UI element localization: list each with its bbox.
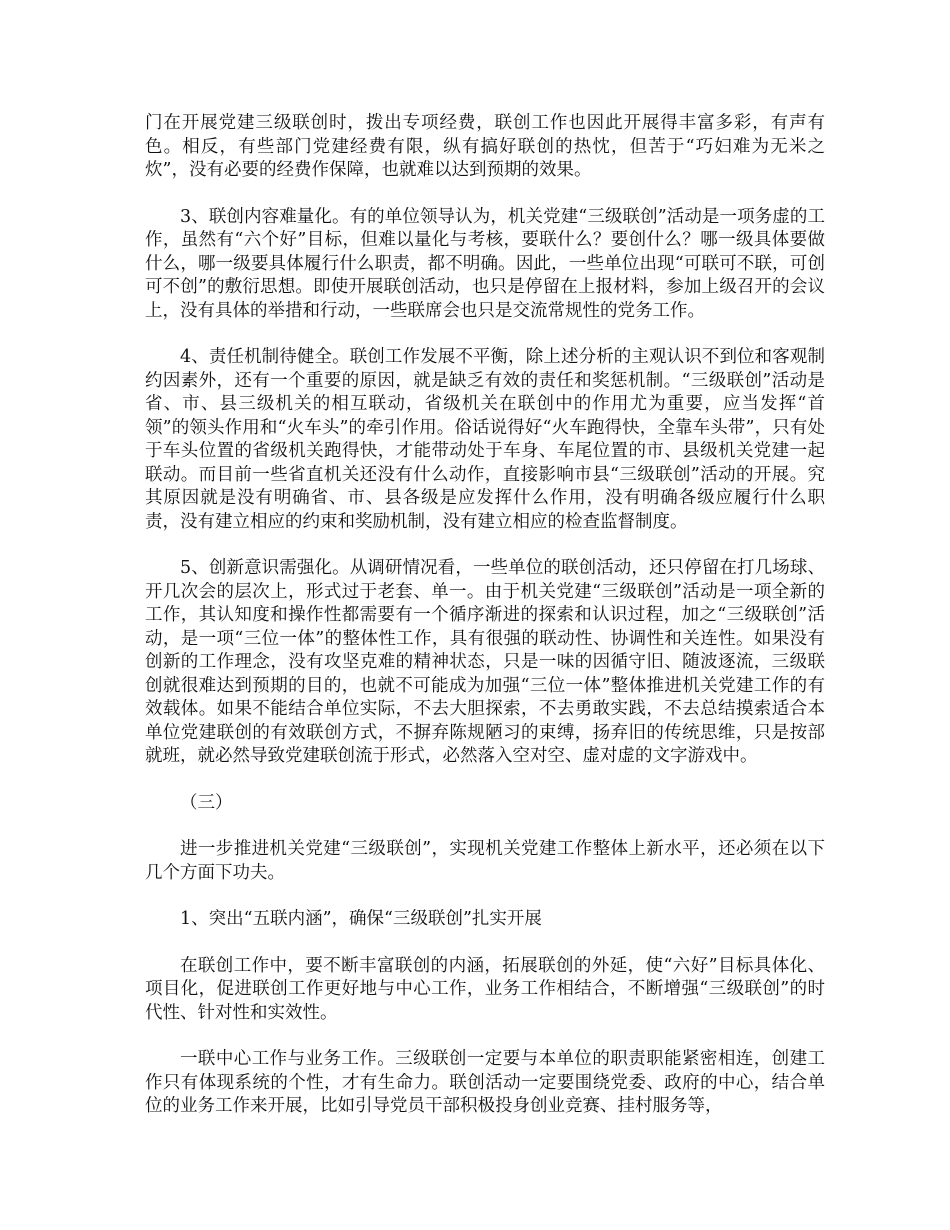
paragraph-item-5: 5、创新意识需强化。从调研情况看，一些单位的联创活动，还只停留在打几场球、开几次会的层次上，形式过于老套、单一。由于机关党建“三级联创”活动是一项全新的工作，其认知度和操作性都需要有一个循序渐进的探索和认识过程，加之“三级联创”活动，是一项“三位一体”的整体性工作，具有很强的联动性、协调性和关连性。如果没有创新的工作理念，没有攻坚克难的精神状态，只是一味的因循守旧、随波逐流，三级联创就很难达到预期的目的，也就不可能成为加强“三位一体”整体推进机关党建工作的有效载体。如果不能结合单位实际，不去大胆探索，不去勇敢实践，不去总结摸索适合本单位党建联创的有效联创方式，不摒弃陈规陋习的束缚，扬弃旧的传统思维，只是按部就班，就必然导致党建联创流于形式，必然落入空对空、虚对虚的文字游戏中。 bbox=[145, 558, 825, 766]
paragraph-intro: 进一步推进机关党建“三级联创”，实现机关党建工作整体上新水平，还必须在以下几个方面下功夫。 bbox=[145, 839, 825, 883]
paragraph-item-3: 3、联创内容难量化。有的单位领导认为，机关党建“三级联创”活动是一项务虚的工作，虽然有“六个好”目标，但难以量化与考核，要联什么？要创什么？哪一级具体要做什么，哪一级要具体履行什么职责，都不明确。因此，一些单位出现“可联可不联，可创可不创”的敷衍思想。即使开展联创活动，也只是停留在上报材料，参加上级召开的会议上，没有具体的举措和行动，一些联席会也只是交流常规性的党务工作。 bbox=[145, 206, 825, 321]
paragraph-continuation: 门在开展党建三级联创时，拨出专项经费，联创工作也因此开展得丰富多彩，有声有色。相反，有些部门党建经费有限，纵有搞好联创的热忱，但苦于“巧妇难为无米之炊”，没有必要的经费作保障，也就难以达到预期的效果。 bbox=[145, 113, 825, 180]
paragraph-first-link: 一联中心工作与业务工作。三级联创一定要与本单位的职责职能紧密相连，创建工作只有体现系统的个性，才有生命力。联创活动一定要围绕党委、政府的中心，结合单位的业务工作来开展，比如引导党员干部积极投身创业竞赛、挂村服务等， bbox=[145, 1049, 825, 1116]
subheading-1: 1、突出“五联内涵”，确保“三级联创”扎实开展 bbox=[180, 909, 542, 929]
section-heading-3: （三） bbox=[180, 792, 233, 813]
paragraph-body: 在联创工作中，要不断丰富联创的内涵，拓展联创的外延，使“六好”目标具体化、项目化，促进联创工作更好地与中心工作，业务工作相结合，不断增强“三级联创”的时代性、针对性和实效性。 bbox=[145, 955, 825, 1023]
document-body bbox=[145, 112, 825, 1142]
paragraph-item-4: 4、责任机制待健全。联创工作发展不平衡，除上述分析的主观认识不到位和客观制约因素外，还有一个重要的原因，就是缺乏有效的责任和奖惩机制。“三级联创”活动是省、市、县三级机关的相互联动，省级机关在联创中的作用尤为重要，应当发挥“首领”的领头作用和“火车头”的牵引作用。俗话说得好“火车跑得快，全靠车头带”，只有处于车头位置的省级机关跑得快，才能带动处于车身、车尾位置的市、县级机关党建一起联动。而目前一些省直机关还没有什么动作，直接影响市县“三级联创”活动的开展。究其原因就是没有明确省、市、县各级是应发挥什么作用，没有明确各级应履行什么职责，没有建立相应的约束和奖励机制，没有建立相应的检查监督制度。 bbox=[145, 347, 825, 532]
